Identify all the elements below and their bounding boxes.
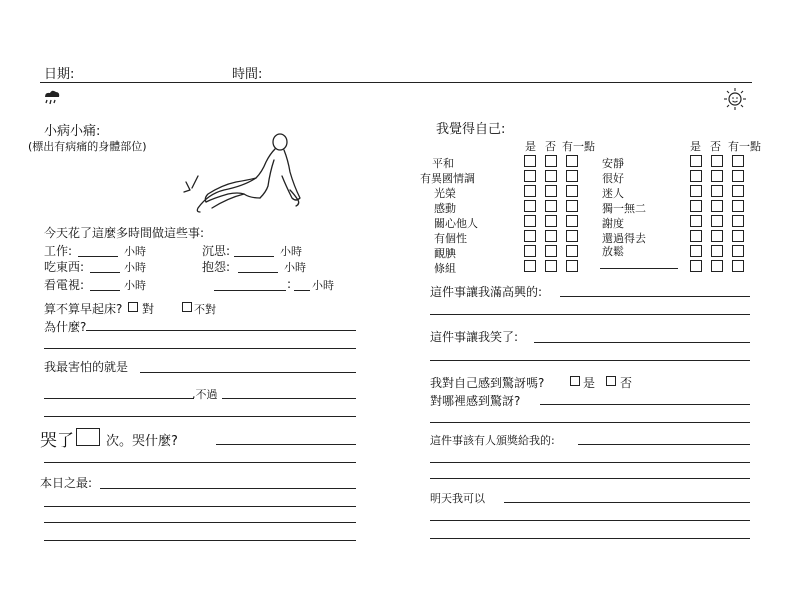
cried-count-box[interactable] bbox=[76, 428, 100, 446]
activity-eat-line[interactable] bbox=[90, 272, 120, 273]
surprised-yes-checkbox[interactable] bbox=[570, 376, 580, 386]
trait-right-checkbox-r0-c1[interactable] bbox=[711, 155, 723, 167]
surprised-no-checkbox[interactable] bbox=[606, 376, 616, 386]
however-line[interactable] bbox=[222, 398, 356, 399]
activity-complain-unit: 小時 bbox=[284, 261, 306, 274]
activity-think-unit: 小時 bbox=[280, 245, 302, 258]
getup-yes-checkbox[interactable] bbox=[128, 302, 138, 312]
trait-right-checkbox-r1-c1[interactable] bbox=[711, 170, 723, 182]
col-header-some-right: 有一點 bbox=[728, 140, 761, 153]
tomorrow-label: 明天我可以 bbox=[430, 492, 485, 505]
surprised-label: 我對自己感到驚訝嗎? bbox=[430, 376, 545, 390]
activity-work-line[interactable] bbox=[78, 256, 118, 257]
getup-no-label: 不對 bbox=[194, 303, 216, 316]
praise-line-3[interactable] bbox=[430, 478, 750, 479]
activity-complain-line[interactable] bbox=[238, 272, 278, 273]
trait-left-checkbox-r5-c2[interactable] bbox=[566, 230, 578, 242]
trait-left-checkbox-r4-c1[interactable] bbox=[545, 215, 557, 227]
surprised-no-label: 否 bbox=[620, 376, 633, 390]
fear-line-3[interactable] bbox=[44, 416, 356, 417]
surprised-yes-label: 是 bbox=[583, 376, 596, 390]
fear-line-2[interactable] bbox=[44, 398, 194, 399]
trait-right-0: 安靜 bbox=[602, 157, 624, 170]
getup-no-checkbox[interactable] bbox=[182, 302, 192, 312]
trait-right-checkbox-r5-c1[interactable] bbox=[711, 230, 723, 242]
trait-right-checkbox-r0-c0[interactable] bbox=[690, 155, 702, 167]
trait-left-checkbox-r6-c0[interactable] bbox=[524, 245, 536, 257]
trait-right-checkbox-r4-c0[interactable] bbox=[690, 215, 702, 227]
trait-left-checkbox-r5-c1[interactable] bbox=[545, 230, 557, 242]
feel-title: 我覺得自己: bbox=[436, 122, 506, 137]
trait-right-checkbox-r3-c1[interactable] bbox=[711, 200, 723, 212]
trait-left-checkbox-r1-c2[interactable] bbox=[566, 170, 578, 182]
trait-left-5: 有個性 bbox=[434, 232, 467, 245]
activity-tv-line[interactable] bbox=[90, 290, 120, 291]
trait-right-checkbox-r6-c1[interactable] bbox=[711, 245, 723, 257]
trait-right-checkbox-r6-c0[interactable] bbox=[690, 245, 702, 257]
activity-custom-name-line[interactable] bbox=[214, 290, 286, 291]
praise-line-2[interactable] bbox=[430, 462, 750, 463]
date-label: 日期: bbox=[44, 67, 75, 82]
trait-left-checkbox-r3-c0[interactable] bbox=[524, 200, 536, 212]
trait-right-checkbox-r1-c0[interactable] bbox=[690, 170, 702, 182]
trait-left-checkbox-r2-c1[interactable] bbox=[545, 185, 557, 197]
trait-left-checkbox-r3-c1[interactable] bbox=[545, 200, 557, 212]
where-surprised-label: 對哪裡感到驚訝? bbox=[430, 394, 521, 408]
laugh-label: 這件事讓我笑了: bbox=[430, 330, 519, 344]
proud-line-2[interactable] bbox=[430, 314, 750, 315]
why-line-2[interactable] bbox=[44, 348, 356, 349]
col-header-no-left: 否 bbox=[545, 140, 556, 153]
trait-right-checkbox-r4-c1[interactable] bbox=[711, 215, 723, 227]
trait-left-checkbox-r2-c2[interactable] bbox=[566, 185, 578, 197]
trait-left-checkbox-r1-c1[interactable] bbox=[545, 170, 557, 182]
trait-left-4: 關心他人 bbox=[434, 217, 478, 230]
fear-label: 我最害怕的就是 bbox=[44, 360, 129, 374]
activity-think-line[interactable] bbox=[234, 256, 274, 257]
trait-left-0: 平和 bbox=[432, 157, 454, 170]
body-figure-icon bbox=[178, 128, 308, 214]
trait-left-checkbox-r7-c2[interactable] bbox=[566, 260, 578, 272]
praise-line-1[interactable] bbox=[578, 444, 750, 445]
trait-right-custom-line[interactable] bbox=[600, 268, 678, 269]
trait-right-1: 很好 bbox=[602, 172, 624, 185]
activity-work-unit: 小時 bbox=[124, 245, 146, 258]
trait-left-checkbox-r6-c2[interactable] bbox=[566, 245, 578, 257]
cried-label: 哭了 bbox=[40, 431, 74, 451]
why-line-1[interactable] bbox=[86, 330, 356, 331]
trait-right-checkbox-r3-c0[interactable] bbox=[690, 200, 702, 212]
trait-left-checkbox-r1-c0[interactable] bbox=[524, 170, 536, 182]
trait-left-checkbox-r2-c0[interactable] bbox=[524, 185, 536, 197]
best-line-1[interactable] bbox=[100, 488, 356, 489]
sun-icon bbox=[722, 86, 748, 112]
activity-complain-label: 抱怨: bbox=[202, 260, 231, 274]
best-line-4[interactable] bbox=[44, 540, 356, 541]
trait-left-checkbox-r0-c0[interactable] bbox=[524, 155, 536, 167]
trait-right-5: 還過得去 bbox=[602, 232, 646, 245]
col-header-yes-right: 是 bbox=[690, 140, 701, 153]
trait-right-checkbox-r3-c2[interactable] bbox=[732, 200, 744, 212]
trait-left-checkbox-r3-c2[interactable] bbox=[566, 200, 578, 212]
best-label: 本日之最: bbox=[40, 476, 93, 490]
trait-left-checkbox-r5-c0[interactable] bbox=[524, 230, 536, 242]
activity-custom-line[interactable] bbox=[294, 290, 310, 291]
activity-tv-label: 看電視: bbox=[44, 278, 85, 292]
trait-left-checkbox-r7-c1[interactable] bbox=[545, 260, 557, 272]
cried-line-2[interactable] bbox=[44, 462, 356, 463]
activity-custom-unit: 小時 bbox=[312, 279, 334, 292]
surprised-line-1[interactable] bbox=[540, 404, 750, 405]
activity-eat-label: 吃東西: bbox=[44, 260, 85, 274]
trait-right-checkbox-r1-c2[interactable] bbox=[732, 170, 744, 182]
activity-eat-unit: 小時 bbox=[124, 261, 146, 274]
rain-cloud-icon bbox=[42, 88, 62, 108]
laugh-line-1[interactable] bbox=[534, 342, 750, 343]
trait-right-checkbox-r0-c2[interactable] bbox=[732, 155, 744, 167]
trait-left-6: 靦腆 bbox=[434, 247, 456, 260]
trait-right-checkbox-r6-c2[interactable] bbox=[732, 245, 744, 257]
tomorrow-line-1[interactable] bbox=[504, 502, 750, 503]
trait-right-checkbox-r5-c0[interactable] bbox=[690, 230, 702, 242]
trait-right-checkbox-r4-c2[interactable] bbox=[732, 215, 744, 227]
trait-left-checkbox-r4-c2[interactable] bbox=[566, 215, 578, 227]
trait-left-checkbox-r6-c1[interactable] bbox=[545, 245, 557, 257]
trait-right-checkbox-r2-c2[interactable] bbox=[732, 185, 744, 197]
cried-times-label: 次。哭什麼? bbox=[106, 434, 178, 449]
proud-label: 這件事讓我滿高興的: bbox=[430, 285, 543, 299]
trait-right-checkbox-r7-c2[interactable] bbox=[732, 260, 744, 272]
trait-right-checkbox-r2-c0[interactable] bbox=[690, 185, 702, 197]
tomorrow-line-3[interactable] bbox=[430, 538, 750, 539]
getup-question: 算不算早起床? bbox=[44, 302, 123, 316]
ailments-subtitle: (標出有病痛的身體部位) bbox=[28, 140, 147, 153]
col-header-yes-left: 是 bbox=[525, 140, 536, 153]
cried-line-1[interactable] bbox=[216, 444, 356, 445]
however-label: ,不過 bbox=[192, 388, 218, 401]
time-spent-title: 今天花了這麼多時間做這些事: bbox=[44, 226, 205, 240]
trait-left-checkbox-r0-c2[interactable] bbox=[566, 155, 578, 167]
header-rule bbox=[40, 82, 752, 83]
activity-work-label: 工作: bbox=[44, 244, 73, 258]
trait-right-3: 獨一無二 bbox=[602, 202, 646, 215]
ailments-title: 小病小痛: bbox=[44, 124, 101, 139]
praise-label: 這件事該有人頒獎給我的: bbox=[430, 434, 555, 447]
why-label: 為什麼? bbox=[44, 320, 87, 334]
activity-think-label: 沉思: bbox=[202, 244, 231, 258]
col-header-some-left: 有一點 bbox=[562, 140, 595, 153]
trait-left-3: 感動 bbox=[434, 202, 456, 215]
trait-right-checkbox-r5-c2[interactable] bbox=[732, 230, 744, 242]
best-line-3[interactable] bbox=[44, 522, 356, 523]
best-line-2[interactable] bbox=[44, 506, 356, 507]
trait-right-2: 迷人 bbox=[602, 187, 624, 200]
trait-left-checkbox-r7-c0[interactable] bbox=[524, 260, 536, 272]
surprised-line-2[interactable] bbox=[430, 422, 750, 423]
time-label: 時間: bbox=[232, 67, 263, 82]
trait-left-checkbox-r4-c0[interactable] bbox=[524, 215, 536, 227]
col-header-no-right: 否 bbox=[710, 140, 721, 153]
trait-right-checkbox-r2-c1[interactable] bbox=[711, 185, 723, 197]
trait-left-1: 有異國情調 bbox=[420, 172, 475, 185]
laugh-line-2[interactable] bbox=[430, 360, 750, 361]
activity-custom-colon: : bbox=[287, 277, 292, 291]
trait-right-6: 放鬆 bbox=[602, 245, 624, 258]
proud-line-1[interactable] bbox=[560, 296, 750, 297]
trait-left-7: 條組 bbox=[434, 262, 456, 275]
getup-yes-label: 對 bbox=[142, 302, 155, 316]
trait-right-checkbox-r7-c1[interactable] bbox=[711, 260, 723, 272]
fear-line-1[interactable] bbox=[140, 372, 356, 373]
tomorrow-line-2[interactable] bbox=[430, 520, 750, 521]
trait-left-2: 光榮 bbox=[434, 187, 456, 200]
trait-left-checkbox-r0-c1[interactable] bbox=[545, 155, 557, 167]
activity-tv-unit: 小時 bbox=[124, 279, 146, 292]
trait-right-checkbox-r7-c0[interactable] bbox=[690, 260, 702, 272]
trait-right-4: 謝度 bbox=[602, 217, 624, 230]
